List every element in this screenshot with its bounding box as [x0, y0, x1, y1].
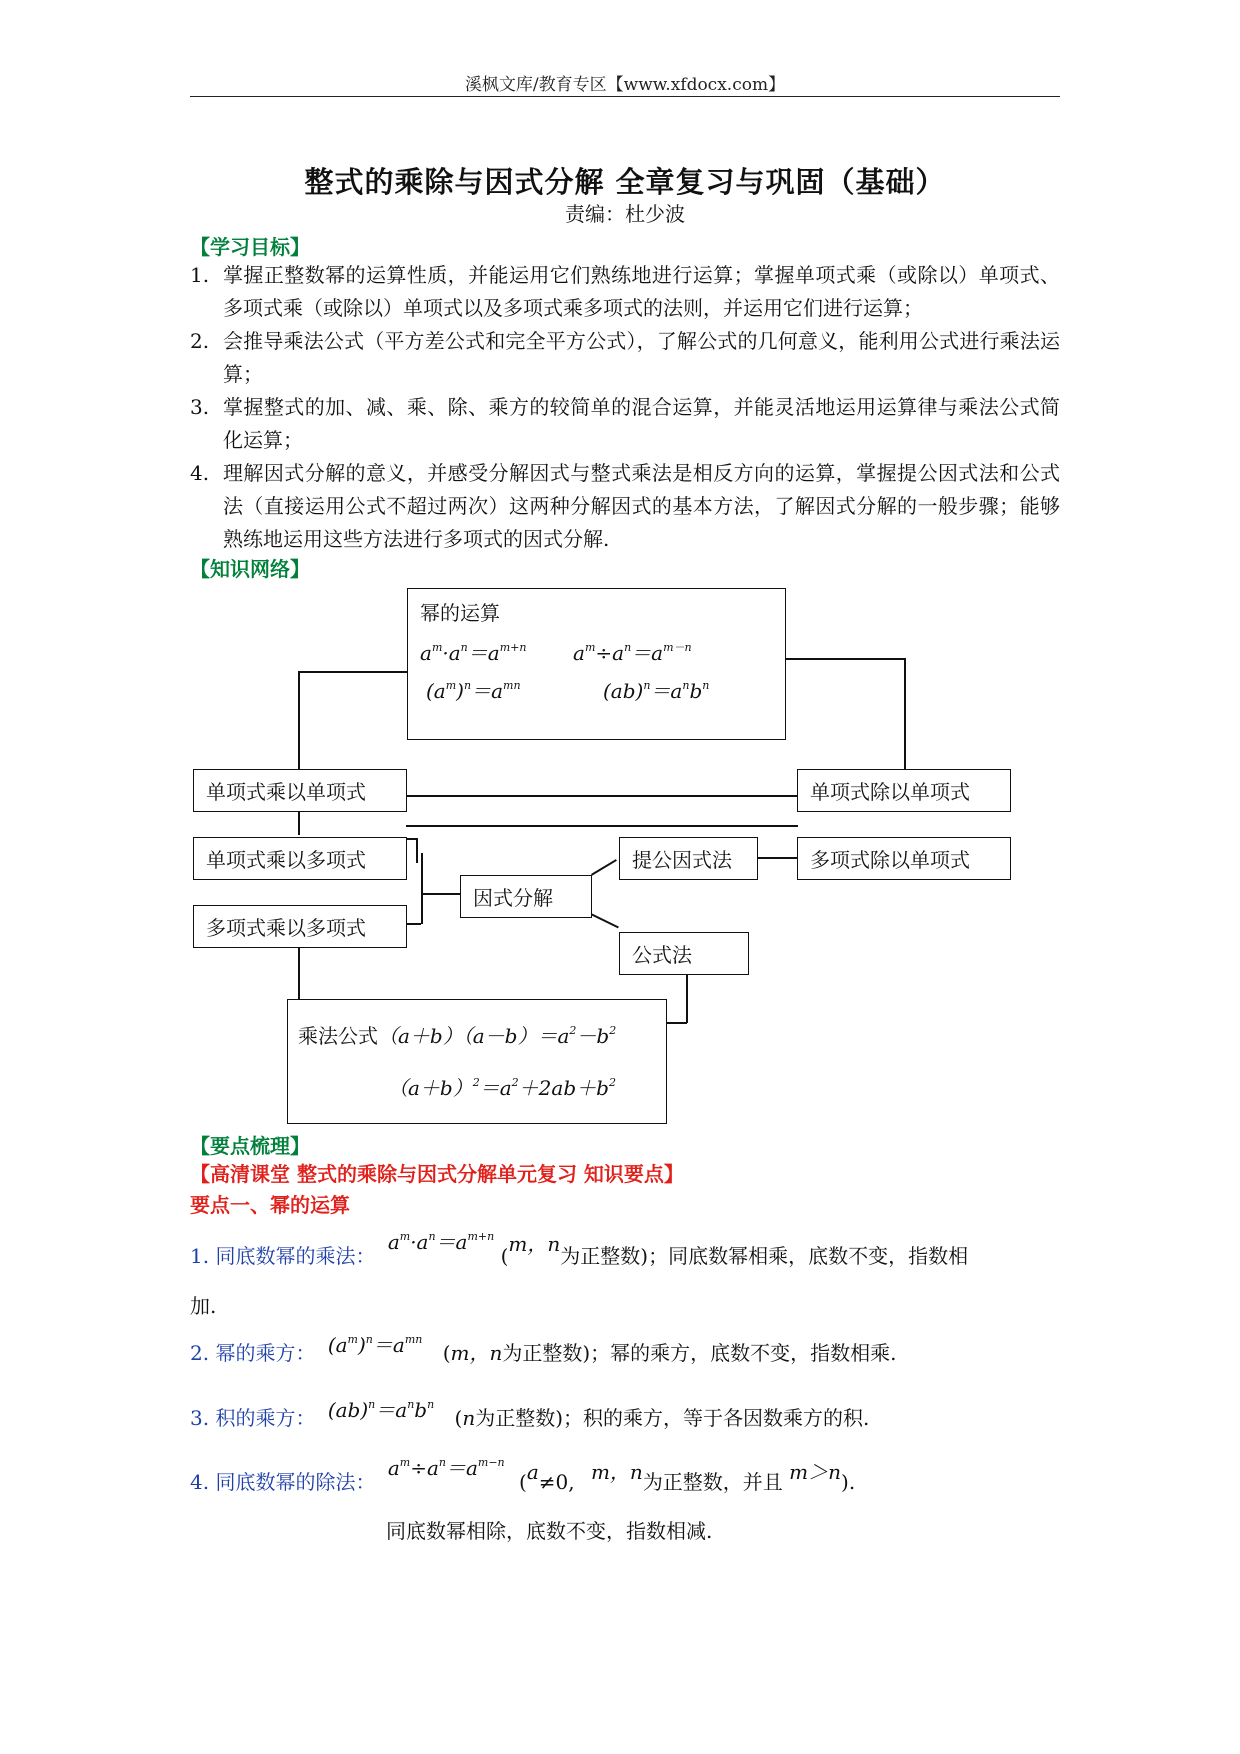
connector-line: [298, 943, 300, 999]
goal-number: 1.: [190, 263, 210, 287]
goal-text: 掌握整式的加、减、乘、除、乘方的较简单的混合运算，并能灵活地运用运算律与乘法公式简化运算；: [223, 395, 1060, 452]
goal-number: 2.: [190, 329, 210, 353]
formula-product-rule: $a^m\cdot a^n=a^{m+n}$: [420, 641, 527, 665]
box-mono-mul-poly: 单项式乘以多项式: [193, 837, 407, 880]
rule-label: 3. 积的乘方：: [190, 1406, 316, 1430]
connector-line: [298, 671, 300, 772]
connector-line: [590, 913, 619, 928]
rule-continuation: 加.: [190, 1294, 217, 1318]
rule-power-of-product: 3. 积的乘方： $(ab)^n=a^nb^n$ (n为正整数)；积的乘方，等于各因数乘方的积.: [190, 1398, 870, 1430]
connector-line: [298, 671, 408, 673]
document-title: 整式的乘除与因式分解 全章复习与巩固（基础）: [304, 165, 946, 199]
formula-quotient-rule: $a^m\div a^n=a^{m-n}$: [573, 641, 692, 665]
point-one-heading: 要点一、幂的运算: [190, 1193, 350, 1217]
connector-line: [406, 825, 798, 827]
page-header: 溪枫文库/教育专区【www.xfdocx.com】: [464, 75, 786, 95]
box-poly-mul-poly: 多项式乘以多项式: [193, 905, 407, 948]
goal-number: 3.: [190, 395, 210, 419]
power-box-title: 幂的运算: [420, 601, 500, 625]
rule-label: 4. 同底数幂的除法：: [190, 1470, 376, 1494]
connector-line: [421, 893, 461, 895]
goal-item: [190, 259, 1060, 325]
section-network: 【知识网络】: [190, 557, 310, 581]
goal-item: [190, 457, 1060, 556]
connector-line: [406, 838, 416, 840]
rule-condition: 为正整数，并且: [642, 1470, 783, 1494]
box-poly-div-mono: 多项式除以单项式: [797, 837, 1011, 880]
connector-line: [421, 853, 423, 924]
box-mono-div-mono: 单项式除以单项式: [797, 769, 1011, 812]
rule-product-of-powers: 1. 同底数幂的乘法： $a^m\cdot a^n=a^{m+n}$ (m，n为正整数)；同底数幂相乘，底数不变，指数相: [190, 1230, 969, 1268]
connector-line: [416, 838, 418, 863]
connector-line: [756, 857, 798, 859]
multiplication-formula-box: [287, 999, 667, 1124]
header-divider: [190, 96, 1060, 97]
goal-text: 会推导乘法公式（平方差公式和完全平方公式），了解公式的几何意义，能利用公式进行乘法运算；: [223, 329, 1060, 386]
mult-formula-label: 乘法公式: [298, 1024, 378, 1048]
goal-item: [190, 391, 1060, 457]
formula-difference-of-squares: 乘法公式$(a+b)(a-b)=a^2-b^2$: [298, 1024, 617, 1048]
goal-item: [190, 325, 1060, 391]
connector-line: [904, 658, 906, 772]
section-points: 【要点梳理】: [190, 1134, 310, 1158]
formula-product-power: $(ab)^n=a^nb^n$: [603, 679, 710, 703]
goal-text: 掌握正整数幂的运算性质，并能运用它们熟练地进行运算；掌握单项式乘（或除以）单项式、多项式乘（或除以）单项式以及多项式乘多项式的法则，并运用它们进行运算；: [223, 263, 1060, 320]
editor-line: 责编：杜少波: [565, 202, 685, 226]
connector-line: [591, 859, 617, 875]
rule-quotient-of-powers: 4. 同底数幂的除法： $a^m\div a^n=a^{m-n}$ (a≠0, m，n为正整数，并且 m＞n).: [190, 1456, 856, 1494]
rule-power-of-power: 2. 幂的乘方： $(a^m)^n=a^{mn}$ (m，n为正整数)；幂的乘方，底数不变，指数相乘.: [190, 1333, 897, 1365]
goal-number: 4.: [190, 461, 210, 485]
connector-line: [666, 1022, 687, 1024]
rule-condition: 为正整数)；幂的乘方，底数不变，指数相乘.: [502, 1341, 897, 1365]
formula-perfect-square: $(a+b)^2=a^2+2ab+b^2$: [388, 1076, 616, 1100]
rule-condition: ≠0,: [538, 1470, 575, 1494]
power-operations-box: [407, 588, 786, 740]
rule-label: 1. 同底数幂的乘法：: [190, 1244, 376, 1268]
connector-line: [298, 811, 300, 835]
connector-line: [406, 795, 798, 797]
rule-label: 2. 幂的乘方：: [190, 1341, 316, 1365]
rule-condition: 为正整数)；积的乘方，等于各因数乘方的积.: [475, 1406, 870, 1430]
box-common-factor: 提公因式法: [619, 837, 758, 880]
box-factorization: 因式分解: [460, 875, 592, 918]
box-mono-mul-mono: 单项式乘以单项式: [193, 769, 407, 812]
connector-line: [406, 923, 421, 925]
box-formula-method: 公式法: [619, 932, 749, 975]
rule-end: ).: [841, 1470, 856, 1494]
rule-condition: 为正整数)；同底数幂相乘，底数不变，指数相: [560, 1244, 969, 1268]
connector-line: [686, 970, 688, 1023]
goal-text: 理解因式分解的意义，并感受分解因式与整式乘法是相反方向的运算，掌握提公因式法和公式法（直接运用公式不超过两次）这两种分解因式的基本方法，了解因式分解的一般步骤；能够熟练地运用这些方法进行多项式的因式分解.: [223, 461, 1060, 551]
goals-list: [190, 259, 1060, 556]
section-goals: 【学习目标】: [190, 235, 310, 259]
connector-line: [785, 658, 905, 660]
formula-power-rule: $(a^m)^n=a^{mn}$: [426, 679, 521, 703]
rule-continuation: 同底数幂相除，底数不变，指数相减.: [386, 1519, 713, 1543]
class-link[interactable]: 【高清课堂 整式的乘除与因式分解单元复习 知识要点】: [190, 1162, 684, 1186]
